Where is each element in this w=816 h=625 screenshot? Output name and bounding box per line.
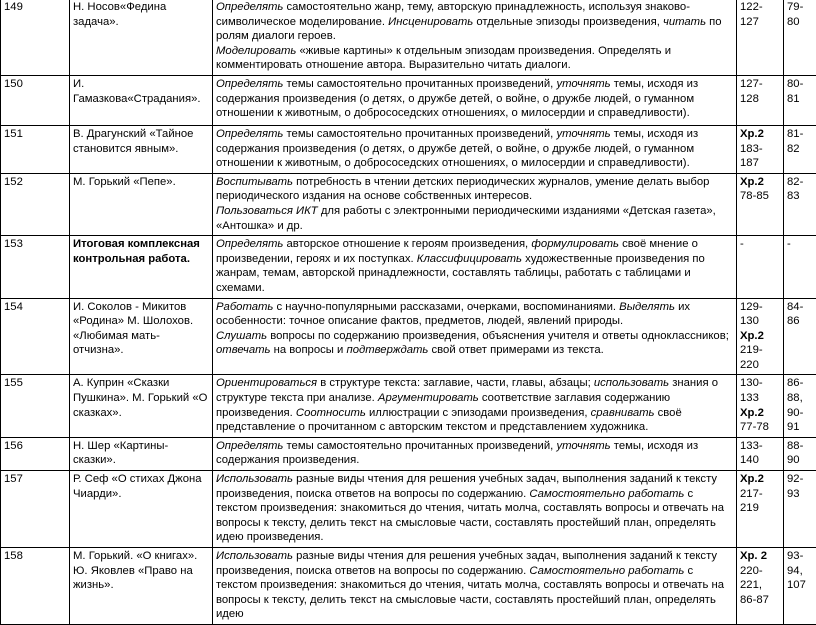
workbook-pages: 92-93 (787, 473, 803, 500)
workbook-pages-cell (784, 173, 816, 235)
activity-text: темы, исходя из содержания произведения (о детях, о дружбе детей, о войне, о дружбе людей, о гуманном отношении к животным, о добрососедских отношениях, о милосердии и справедливости). (216, 128, 698, 169)
work-title-cell (70, 298, 213, 375)
activity-text: темы самостоятельно прочитанных произведений, (283, 78, 556, 90)
activity-verb: Выделять (619, 301, 675, 313)
activity-verb: сравнивать (591, 407, 655, 419)
lesson-number: 152 (4, 176, 23, 188)
work-title-cell (70, 375, 213, 437)
textbook-page-line (740, 549, 780, 564)
workbook-pages: 84-86 (787, 301, 803, 328)
work-title: Р. Сеф «О стихах Джона Чиарди». (73, 473, 202, 500)
activity-text: свой ответ примерами из текста. (428, 344, 603, 356)
textbook-pages-cell (737, 236, 784, 298)
activity-verb: Использовать (216, 473, 293, 485)
workbook-pages: 88-90 (787, 440, 803, 467)
activity-text: темы самостоятельно прочитанных произведений, (283, 440, 556, 452)
textbook-pages: Хр.2 (740, 407, 764, 419)
textbook-pages: 77-78 (740, 421, 769, 433)
activity-verb: уточнять (556, 440, 610, 452)
lesson-number: 149 (4, 1, 23, 13)
activity-text: темы, исходя из содержания произведения (о детях, о дружбе детей, о войне, о дружбе людей, о гуманном отношении к животным, о добрососедских отношениях, о милосердии и справедливости). (216, 78, 698, 119)
activity-verb: формулировать (531, 238, 619, 250)
lesson-number-cell (1, 173, 70, 235)
textbook-pages-cell (737, 375, 784, 437)
activity-verb: Работать (216, 301, 273, 313)
work-title: Н. Шер «Картины-сказки». (73, 440, 168, 467)
activity-text: их особенности: точное описание фактов, предметов, людей, явлений природы. (216, 301, 690, 328)
table-row (1, 471, 816, 548)
workbook-pages-cell (784, 0, 816, 75)
activity-verb: Пользоваться ИКТ (216, 205, 318, 217)
lesson-number-cell (1, 125, 70, 173)
lesson-number: 151 (4, 128, 23, 140)
activity-verb: Аргументировать (378, 392, 479, 404)
textbook-pages: 129-130 (740, 301, 763, 328)
workbook-pages-cell (784, 471, 816, 548)
activity-verb: уточнять (556, 128, 610, 140)
textbook-page-line (740, 564, 780, 608)
work-title-cell (70, 437, 213, 470)
activity-text: знания о структуре текста при анализе. (216, 377, 718, 404)
lesson-number-cell (1, 548, 70, 625)
textbook-pages: 219-220 (740, 344, 763, 371)
lesson-number-cell (1, 375, 70, 437)
textbook-page-line (740, 329, 780, 344)
activity-verb: Моделировать (216, 45, 296, 57)
activity-verb: Определять (216, 1, 283, 13)
activity-text: разные виды чтения для решения учебных задач, выполнения заданий к тексту произведения, поиска ответов на вопросы по содержанию. (216, 550, 717, 577)
work-title-cell (70, 0, 213, 75)
textbook-page-line (740, 175, 780, 190)
activity-verb: использовать (594, 377, 669, 389)
lesson-number: 158 (4, 550, 23, 562)
lesson-plan-body (1, 0, 816, 624)
workbook-pages-cell (784, 125, 816, 173)
table-row (1, 548, 816, 625)
activity-paragraph (216, 439, 733, 468)
activity-paragraph (216, 44, 733, 73)
activity-text: с текстом произведения: знакомиться до чтения, читать молча, составлять вопросы и отвечать на вопросы к тексту, делить текст на смысловые части, составлять простейший план, определять идею произведения. (216, 488, 724, 544)
workbook-pages: 93-94, 107 (787, 550, 806, 591)
activity-text: «живые картины» к отдельным эпизодам произведения. Определять и комментировать отношение автора. Выразительно читать диалоги. (216, 45, 671, 72)
activity-verb: уточнять (556, 78, 610, 90)
activity-paragraph (216, 549, 733, 622)
table-row (1, 0, 816, 75)
activity-verb: Определять (216, 78, 283, 90)
workbook-pages: 86-88, 90-91 (787, 377, 803, 433)
textbook-page-line (740, 420, 780, 435)
lesson-number-cell (1, 437, 70, 470)
textbook-page-line (740, 142, 780, 171)
work-title-cell (70, 471, 213, 548)
workbook-pages-cell (784, 298, 816, 375)
activity-paragraph (216, 0, 733, 44)
work-title-cell (70, 548, 213, 625)
textbook-pages: 78-85 (740, 190, 769, 202)
activity-text: иллюстрации с эпизодами произведения, (366, 407, 591, 419)
activity-text: для работы с электронными периодическими изданиями «Детская газета», «Антошка» и др. (216, 205, 716, 232)
activity-verb: Самостоятельно работать (529, 565, 684, 577)
textbook-pages: - (740, 238, 744, 250)
activity-verb: подтверждать (346, 344, 428, 356)
table-row (1, 437, 816, 470)
activity-text: художественные произведения по жанрам, темам, авторской принадлежности, составлять таблицы, работать с таблицами и схемами. (216, 253, 705, 294)
activity-cell (213, 437, 737, 470)
textbook-pages: Хр.2 (740, 330, 764, 342)
activity-text: потребность в чтении детских периодических журналов, умение делать выбор периодического издания на основе собственных интересов. (216, 176, 709, 203)
activity-cell (213, 75, 737, 125)
workbook-pages-cell (784, 548, 816, 625)
textbook-pages: 220-221, 86-87 (740, 565, 769, 606)
activity-verb: Классифицировать (417, 253, 522, 265)
textbook-pages-cell (737, 548, 784, 625)
table-row (1, 75, 816, 125)
textbook-pages: Хр.2 (740, 473, 764, 485)
activity-verb: Определять (216, 238, 283, 250)
workbook-pages-cell (784, 437, 816, 470)
activity-cell (213, 0, 737, 75)
textbook-page-line (740, 406, 780, 421)
lesson-number: 155 (4, 377, 23, 389)
activity-text: в структуре текста: заглавие, части, главы, абзацы; (317, 377, 594, 389)
activity-paragraph (216, 77, 733, 121)
lesson-number: 157 (4, 473, 23, 485)
work-title: Н. Носов«Федина задача». (73, 1, 166, 28)
activity-verb: Соотносить (296, 407, 366, 419)
activity-verb: Самостоятельно работать (529, 488, 684, 500)
activity-text: по ролям диалоги героев. (216, 16, 722, 43)
textbook-page-line (740, 127, 780, 142)
textbook-pages: Хр. 2 (740, 550, 767, 562)
activity-verb: Слушать (216, 330, 267, 342)
textbook-pages-cell (737, 75, 784, 125)
table-row (1, 236, 816, 298)
activity-text: отдельные эпизоды произведения, (473, 16, 663, 28)
activity-text: самостоятельно жанр, тему, авторскую принадлежность, используя знаково-символическое моделирование. (216, 1, 690, 28)
textbook-pages-cell (737, 298, 784, 375)
workbook-pages: 81-82 (787, 128, 803, 155)
activity-text: соответствие заглавия содержанию произведения. (216, 392, 670, 419)
activity-paragraph (216, 472, 733, 545)
textbook-page-line (740, 77, 780, 106)
activity-text: своё мнение о произведении, героях и их поступках. (216, 238, 698, 265)
activity-text: своё представление о прочитанном с авторским текстом и представлением художника. (216, 407, 682, 434)
activity-text: темы, исходя из содержания произведения. (216, 440, 698, 467)
activity-verb: читать (663, 16, 706, 28)
textbook-pages-cell (737, 471, 784, 548)
workbook-pages: - (787, 238, 791, 250)
activity-cell (213, 173, 737, 235)
activity-cell (213, 125, 737, 173)
lesson-number: 154 (4, 301, 23, 313)
activity-cell (213, 298, 737, 375)
work-title-cell (70, 75, 213, 125)
activity-text: авторское отношение к героям произведения, (283, 238, 531, 250)
lesson-number-cell (1, 236, 70, 298)
textbook-pages: 127-128 (740, 78, 763, 105)
textbook-pages-cell (737, 173, 784, 235)
work-title: Итоговая комплексная контрольная работа. (73, 238, 200, 265)
textbook-page-line (740, 472, 780, 487)
workbook-pages: 80-81 (787, 78, 803, 105)
activity-cell (213, 236, 737, 298)
textbook-page-line (740, 439, 780, 468)
lesson-number: 153 (4, 238, 23, 250)
lesson-number: 150 (4, 78, 23, 90)
textbook-pages: Хр.2 (740, 128, 764, 140)
activity-paragraph (216, 329, 733, 358)
activity-paragraph (216, 376, 733, 434)
work-title: М. Горький. «О книгах». Ю. Яковлев «Право на жизнь». (73, 550, 197, 591)
activity-cell (213, 375, 737, 437)
activity-verb: Инсценировать (388, 16, 473, 28)
activity-text: разные виды чтения для решения учебных задач, выполнения заданий к тексту произведения, поиска ответов на вопросы по содержанию. (216, 473, 717, 500)
activity-paragraph (216, 127, 733, 171)
activity-verb: Ориентироваться (216, 377, 317, 389)
textbook-pages: 183-187 (740, 143, 763, 170)
work-title-cell (70, 125, 213, 173)
activity-text: на вопросы и (270, 344, 346, 356)
textbook-page-line (740, 189, 780, 204)
work-title: И. Гамазкова«Страдания». (73, 78, 201, 105)
table-row (1, 298, 816, 375)
textbook-pages-cell (737, 437, 784, 470)
work-title: А. Куприн «Сказки Пушкина». М. Горький «О сказках». (73, 377, 207, 418)
textbook-pages: 122-127 (740, 1, 763, 28)
textbook-pages: 130-133 (740, 377, 763, 404)
lesson-number-cell (1, 0, 70, 75)
lesson-number-cell (1, 75, 70, 125)
textbook-pages: 217-219 (740, 488, 763, 515)
activity-verb: Использовать (216, 550, 293, 562)
lesson-number-cell (1, 298, 70, 375)
activity-paragraph (216, 237, 733, 295)
table-row (1, 173, 816, 235)
table-row (1, 375, 816, 437)
activity-verb: отвечать (216, 344, 270, 356)
textbook-pages: 133-140 (740, 440, 763, 467)
activity-verb: Определять (216, 128, 283, 140)
table-row (1, 125, 816, 173)
lesson-number: 156 (4, 440, 23, 452)
textbook-page-line (740, 0, 780, 29)
workbook-pages-cell (784, 75, 816, 125)
activity-text: темы самостоятельно прочитанных произведений, (283, 128, 556, 140)
work-title-cell (70, 236, 213, 298)
work-title: В. Драгунский «Тайное становится явным». (73, 128, 193, 155)
workbook-pages: 79-80 (787, 1, 803, 28)
textbook-pages-cell (737, 125, 784, 173)
textbook-page-line (740, 376, 780, 405)
activity-text: с текстом произведения: знакомиться до чтения, читать молча, составлять вопросы и отвечать на вопросы к тексту, делить текст на смысловые части, составлять простейший план, определять идею (216, 565, 724, 621)
workbook-pages: 82-83 (787, 176, 803, 203)
textbook-pages: Хр.2 (740, 176, 764, 188)
activity-cell (213, 471, 737, 548)
textbook-page-line (740, 343, 780, 372)
activity-text: вопросы по содержанию произведения, объяснения учителя и ответы одноклассников; (267, 330, 729, 342)
activity-paragraph (216, 204, 733, 233)
textbook-page-line (740, 300, 780, 329)
workbook-pages-cell (784, 375, 816, 437)
activity-paragraph (216, 175, 733, 204)
activity-paragraph (216, 300, 733, 329)
activity-cell (213, 548, 737, 625)
work-title-cell (70, 173, 213, 235)
activity-text: с научно-популярными рассказами, очерками, воспоминаниями. (273, 301, 619, 313)
work-title: М. Горький «Пепе». (73, 176, 176, 188)
work-title: И. Соколов - Микитов «Родина» М. Шолохов. «Любимая мать-отчизна». (73, 301, 193, 357)
workbook-pages-cell (784, 236, 816, 298)
lesson-number-cell (1, 471, 70, 548)
textbook-page-line (740, 237, 780, 252)
activity-verb: Воспитывать (216, 176, 293, 188)
textbook-page-line (740, 487, 780, 516)
textbook-pages-cell (737, 0, 784, 75)
activity-verb: Определять (216, 440, 283, 452)
